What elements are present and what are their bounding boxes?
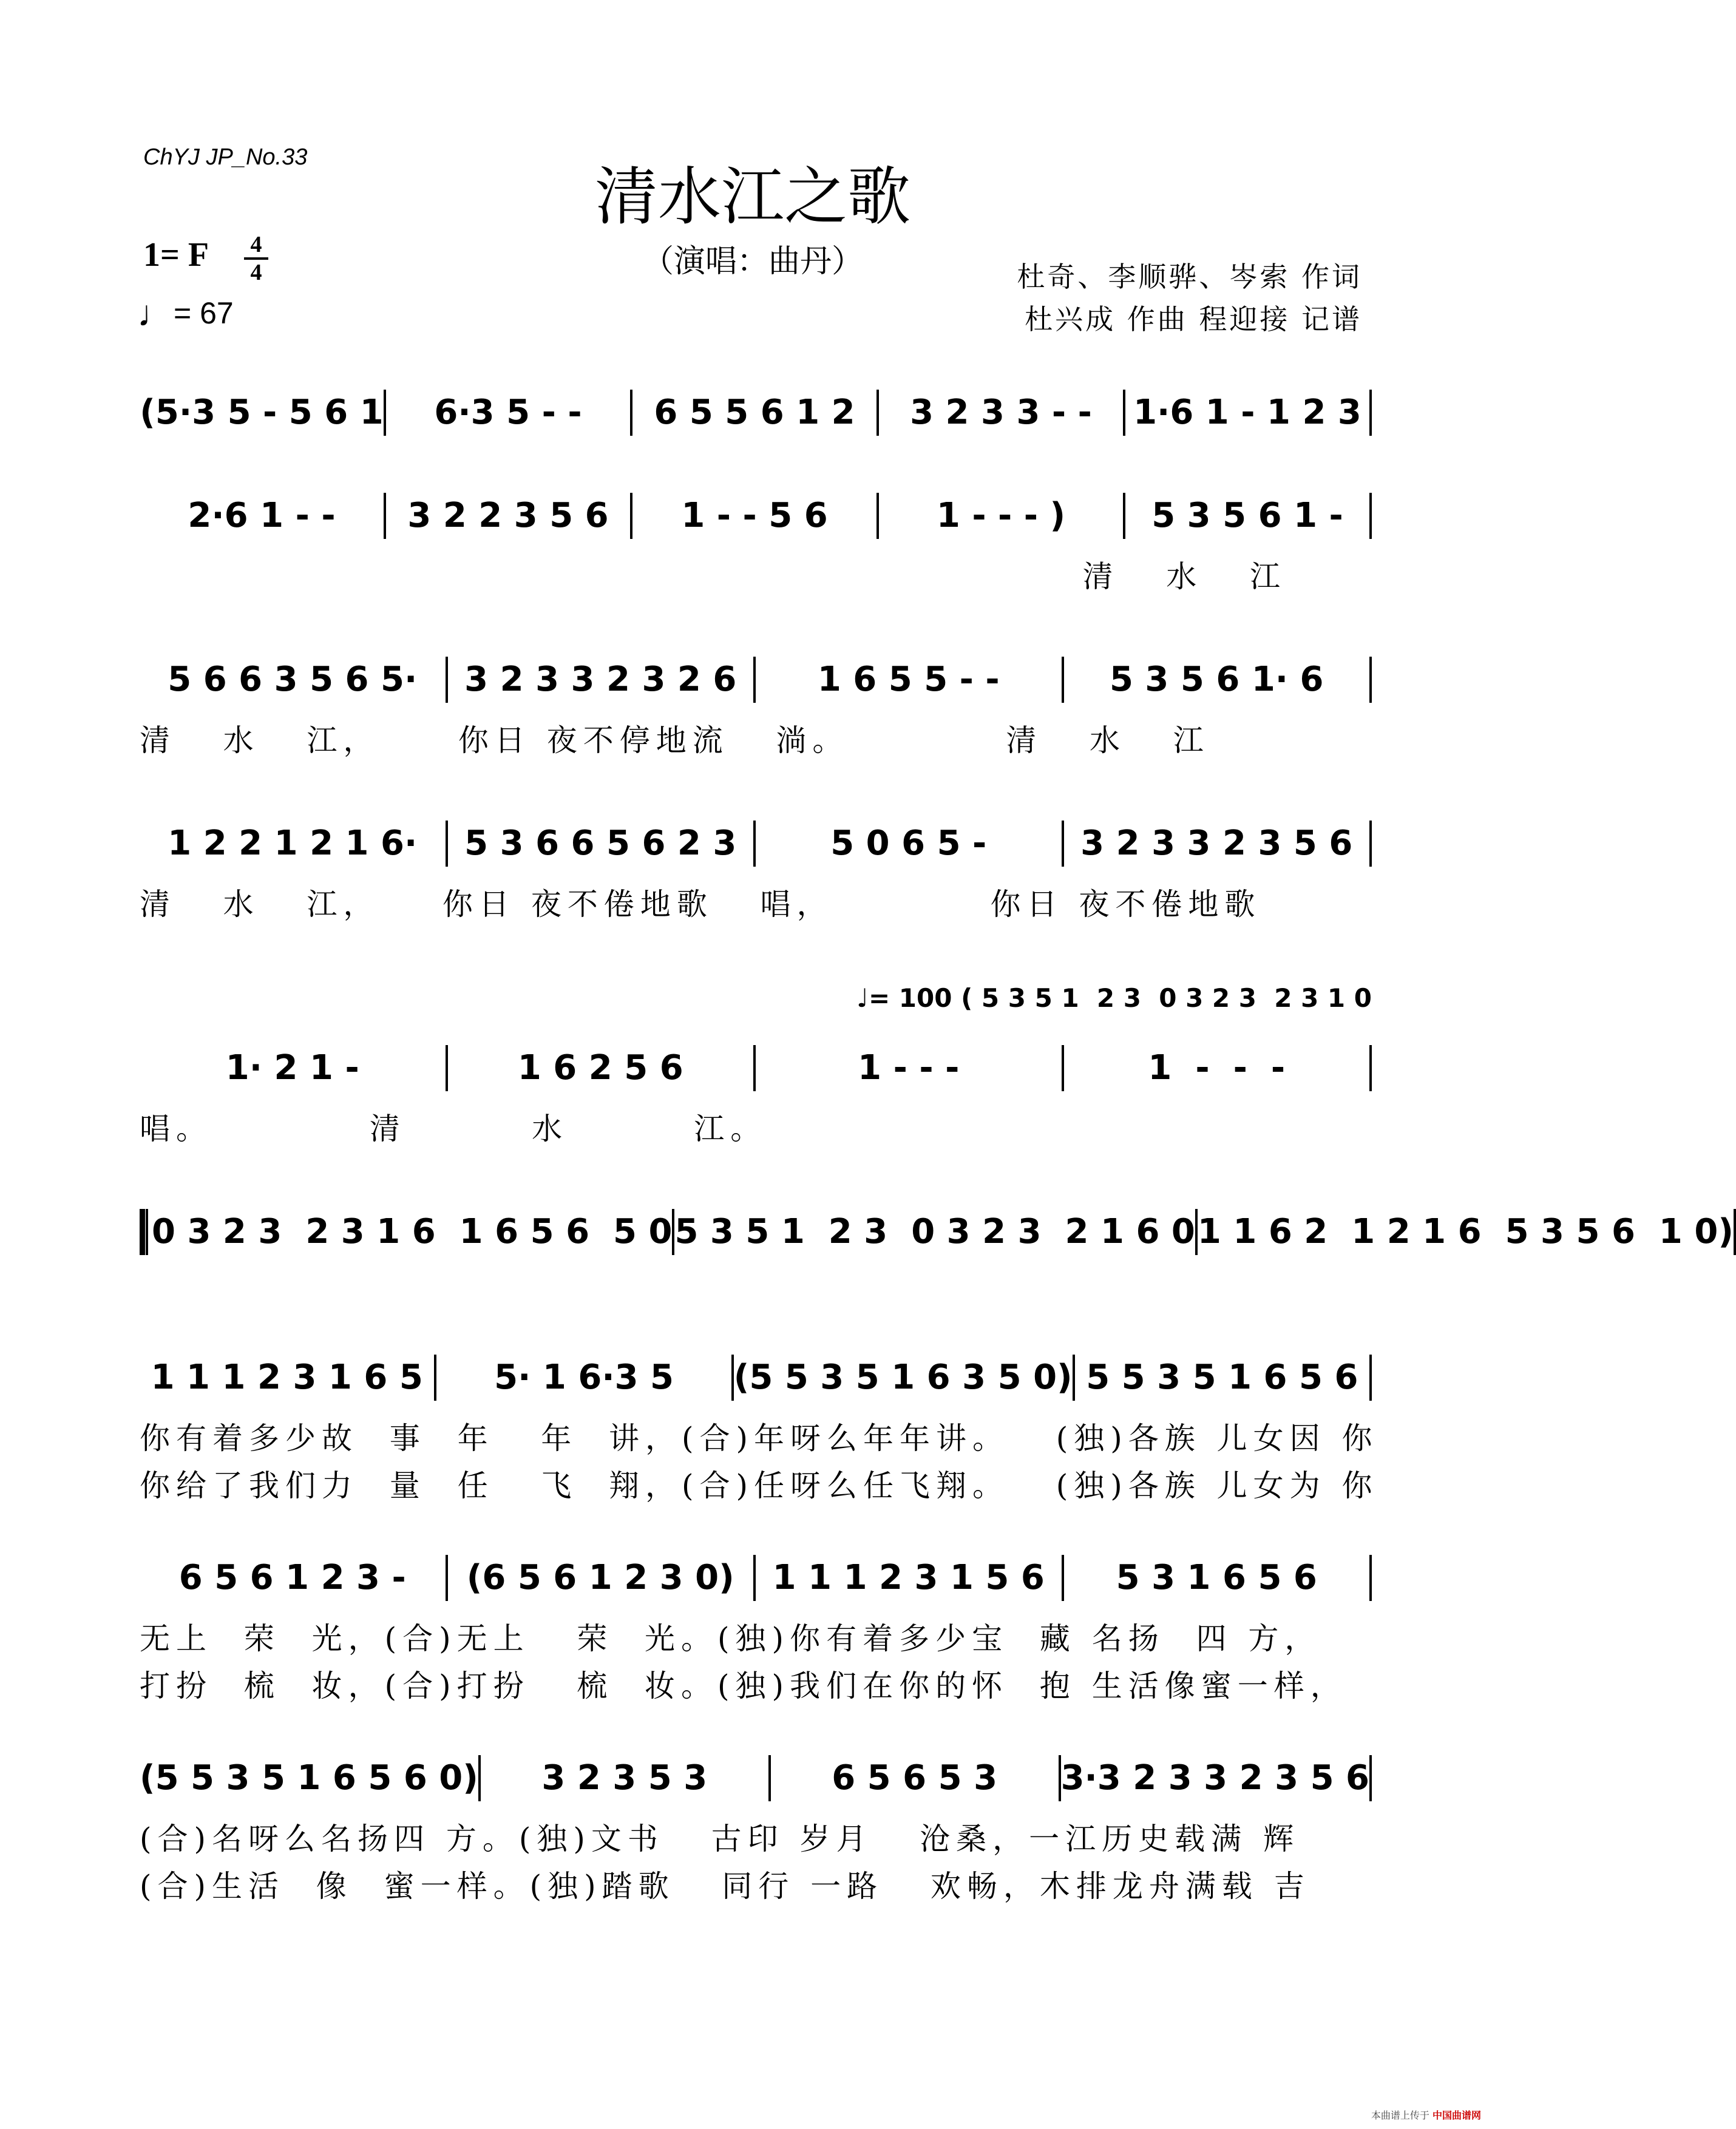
measure: 1 6 2 5 6 [517,1048,683,1088]
barline [1369,657,1372,703]
measure: 3 2 3 3 - - [910,393,1092,432]
song-title: 清水江之歌 [594,160,910,234]
measure: 6 5 5 6 1 2 [654,393,855,432]
measure: 1 - - - ) [936,496,1066,535]
notation-line [140,1353,1372,1402]
tempo-value: = 67 [174,296,234,330]
measure: 1 - - - [1148,1048,1286,1088]
notation-line [140,492,1372,540]
catalog-id: ChYJ JP_No.33 [143,144,308,170]
measure: 3 2 3 3 2 3 2 6 [464,660,737,699]
singer-credit: （演唱：曲丹） [642,243,863,280]
lyric-line: 清 水 江 [140,559,1286,594]
lyric-line: 你给了我们力 量 任 飞 翔，(合)任呀么任飞翔。 (独)各族 儿女为 你 [140,1468,1378,1503]
barline [1369,390,1372,436]
measure: 5 3 5 6 1 - [1151,496,1343,535]
measure: (5 5 3 5 1 6 5 6 0) [140,1758,478,1798]
lyric-line: 打扮 梳 妆，(合)打扮 梳 妆。(独)我们在你的怀 抱 生活像蜜一样， [140,1668,1347,1704]
measure: 6·3 5 - - [434,393,582,432]
measure: 6 5 6 5 3 [832,1758,998,1798]
meter-top: 4 [250,232,262,257]
measure: 1·6 1 - 1 2 3 [1133,393,1361,432]
measure: 0 3 2 3 2 3 1 6 1 6 5 6 5 0 [152,1212,673,1251]
measure: (5·3 5 - 5 6 1 [140,393,384,432]
measure: 5 5 3 5 1 6 5 6 [1086,1358,1358,1397]
measure: 6 5 6 1 2 3 - [178,1558,406,1597]
lyric-line: 唱。 清 水 江。 [140,1111,767,1146]
repeat-start-barline [140,1209,148,1255]
barline [1369,1045,1372,1091]
measure: 3 2 3 5 3 [541,1758,708,1798]
lyric-line: 清 水 江， 你日 夜不停地流 淌。 清 水 江 [140,723,1210,758]
meter-bottom: 4 [250,260,262,285]
measure: 3·3 2 3 3 2 3 5 6 [1060,1758,1369,1798]
notation-line [140,1754,1372,1802]
barline [1369,493,1372,539]
notation-line [140,1554,1372,1602]
notation-line [140,819,1372,868]
footer [1371,2108,1481,2122]
quarter-note-icon: ♩ [137,293,174,334]
measure: 3 2 2 3 5 6 [407,496,609,535]
key-signature: 1= F [143,236,209,274]
lyric-line: (合)名呀么名扬四 方。(独)文书 古印 岁月 沧桑，一江历史载满 辉 [140,1821,1300,1857]
measure: 1 1 1 2 3 1 5 6 [772,1558,1045,1597]
measure: 5 0 6 5 - [830,824,987,863]
composer-credit: 杜兴成 作曲 程迎接 记谱 [1025,303,1362,336]
measure: 5 3 6 6 5 6 2 3 [464,824,737,863]
measure: 5 3 5 6 1· 6 [1109,660,1324,699]
lyric-line: 你有着多少故 事 年 年 讲，(合)年呀么年年讲。 (独)各族 儿女因 你 [140,1421,1378,1456]
measure: 2·6 1 - - [188,496,336,535]
notation-line [140,1044,1372,1092]
measure: (5 5 3 5 1 6 3 5 0) [733,1358,1073,1397]
measure: 5 6 6 3 5 6 5· [168,660,418,699]
measure: 1 - - 5 6 [681,496,828,535]
lyricist-credit: 杜奇、李顺骅、岑索 作词 [1017,260,1362,293]
measure: 1 1 1 2 3 1 6 5 [151,1358,423,1397]
measure: 5· 1 6·3 5 [494,1358,674,1397]
tempo-marking [137,293,234,334]
barline [1369,821,1372,867]
tempo-change: ♩= 100 ( 5 3 5 1 2 3 0 3 2 3 2 3 1 0 [856,983,1372,1013]
barline [1369,1555,1372,1601]
measure: 1 6 5 5 - - [817,660,1000,699]
measure: 1 1 6 2 1 2 1 6 5 3 5 6 1 0) [1197,1212,1734,1251]
measure: (6 5 6 1 2 3 0) [466,1558,734,1597]
measure: 3 2 3 3 2 3 5 6 [1080,824,1353,863]
lyric-line: (合)生活 像 蜜一样。(独)踏歌 同行 一路 欢畅，木排龙舟满载 吉 [140,1869,1310,1904]
lyric-line: 无上 荣 光，(合)无上 荣 光。(独)你有着多少宝 藏 名扬 四 方， [140,1621,1321,1656]
measure: 5 3 1 6 5 6 [1116,1558,1317,1597]
notation-line [140,1208,1734,1256]
measure: 5 3 5 1 2 3 0 3 2 3 2 1 6 0 [674,1212,1195,1251]
barline [1369,1355,1372,1401]
notation-line [140,388,1372,437]
time-signature [243,232,270,285]
measure: 1 2 2 1 2 1 6· [168,824,418,863]
measure: 1 - - - [858,1048,960,1088]
lyric-line: 清 水 江， 你日 夜不倦地歌 唱， 你日 夜不倦地歌 [140,887,1261,922]
footer-brand: 中国曲谱网 [1432,2110,1481,2121]
footer-note: 本曲谱上传于 [1371,2110,1429,2121]
notation-line [140,655,1372,704]
measure: 1· 2 1 - [225,1048,359,1088]
barline [1734,1209,1736,1255]
barline [1369,1755,1372,1801]
